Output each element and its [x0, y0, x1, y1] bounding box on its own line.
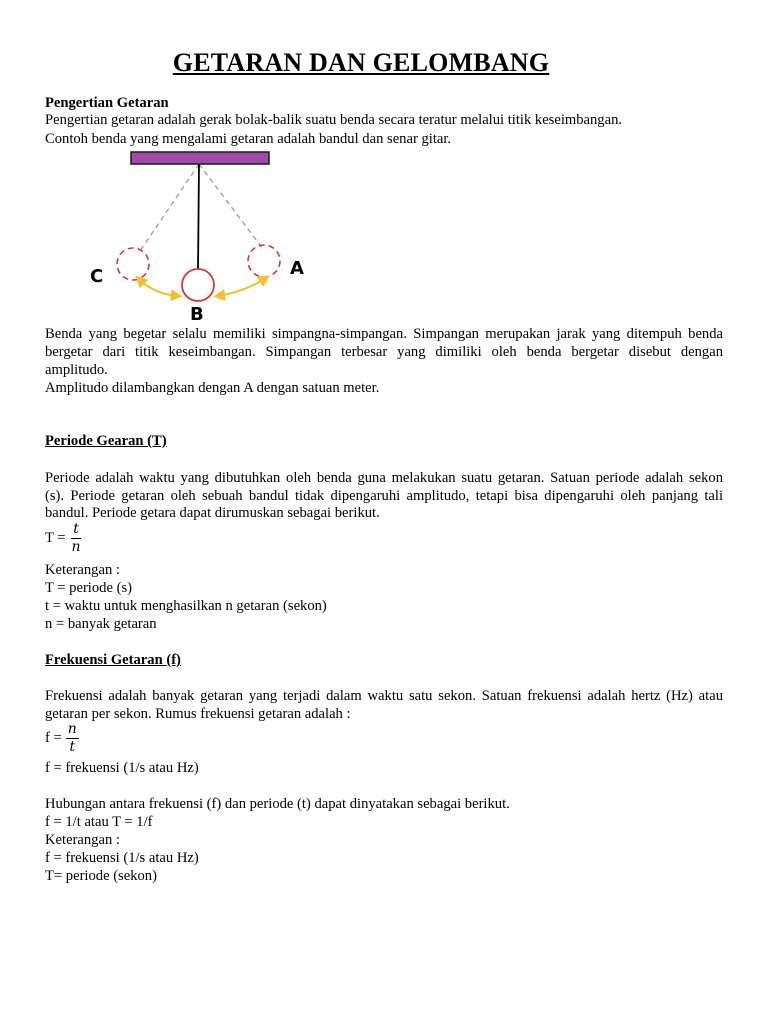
- frekuensi-formula-lhs: f =: [45, 730, 62, 746]
- frekuensi-para-line-2: getaran per sekon. Rumus frekuensi getaran adalah :: [45, 706, 351, 722]
- section-heading-periode: Periode Gearan (T): [45, 433, 167, 449]
- pendulum-support-beam: [131, 152, 269, 164]
- frekuensi-para-line-1: Frekuensi adalah banyak getaran yang terjadi dalam waktu satu sekon. Satuan frekuensi adalah hertz (Hz) atau: [45, 688, 723, 704]
- pendulum-bob-c: [117, 248, 149, 280]
- periode-para-line-1: Periode adalah waktu yang dibutuhkan oleh benda guna melakukan suatu getaran. Satuan periode adalah sekon: [45, 470, 723, 486]
- simpangan-para-line-3: amplitudo.: [45, 362, 108, 378]
- relation-intro: Hubungan antara frekuensi (f) dan periode (t) dapat dinyatakan sebagai berikut.: [45, 796, 510, 812]
- periode-note-1: T = periode (s): [45, 580, 132, 596]
- periode-formula-lhs: T =: [45, 530, 66, 546]
- frekuensi-note-2: T= periode (sekon): [45, 868, 157, 884]
- simpangan-para-line-2: bergetar dari titik keseimbangan. Simpangan terbesar yang dimiliki oleh benda bergetar disebut dengan: [45, 344, 723, 360]
- getaran-example: Contoh benda yang mengalami getaran adalah bandul dan senar gitar.: [45, 131, 452, 147]
- pendulum-string-b: [198, 164, 199, 271]
- periode-note-2: t = waktu untuk menghasilkan n getaran (sekon): [45, 598, 327, 614]
- section-heading-getaran: Pengertian Getaran: [45, 95, 169, 111]
- pendulum-diagram: [80, 148, 320, 328]
- section-heading-frekuensi: Frekuensi Getaran (f): [45, 652, 181, 668]
- periode-fraction-numerator: t: [73, 521, 79, 537]
- frekuensi-fraction: [66, 722, 79, 755]
- pendulum-string-c: [140, 164, 199, 251]
- frekuensi-unit-line: f = frekuensi (1/s atau Hz): [45, 760, 199, 776]
- label-c: C: [90, 266, 104, 287]
- frekuensi-fraction-numerator: n: [67, 721, 77, 737]
- periode-formula: [45, 522, 83, 555]
- simpangan-para-line-1: Benda yang begetar selalu memiliki simpangna-simpangan. Simpangan merupakan jarak yang ditempuh benda: [45, 326, 723, 342]
- periode-para-line-2: (s). Periode getaran oleh sebuah bandul tidak dipengaruhi amplitudo, tetapi bisa dipengaruhi oleh panjang tali: [45, 488, 723, 504]
- label-a: A: [290, 258, 304, 279]
- periode-note-3: n = banyak getaran: [45, 616, 157, 632]
- amplitude-definition: Amplitudo dilambangkan dengan A dengan satuan meter.: [45, 380, 380, 396]
- frekuensi-note-1: f = frekuensi (1/s atau Hz): [45, 850, 199, 866]
- periode-keterangan: Keterangan :: [45, 562, 120, 578]
- frekuensi-keterangan: Keterangan :: [45, 832, 120, 848]
- relation-formula: f = 1/t atau T = 1/f: [45, 814, 153, 830]
- pendulum-bob-a: [248, 245, 280, 277]
- pendulum-bob-b: [182, 269, 214, 301]
- frekuensi-formula: [45, 722, 79, 755]
- document-title: GETARAN DAN GELOMBANG: [172, 48, 550, 77]
- pendulum-string-a: [199, 164, 263, 249]
- label-b: B: [190, 304, 204, 325]
- swing-arrow-left: [139, 279, 178, 296]
- periode-fraction: [70, 522, 83, 555]
- frekuensi-fraction-denominator: t: [69, 739, 76, 755]
- swing-arrow-right: [218, 278, 266, 296]
- periode-para-line-3: bandul. Periode getara dapat dirumuskan sebagai berikut.: [45, 505, 380, 521]
- periode-fraction-denominator: n: [71, 539, 81, 555]
- getaran-definition: Pengertian getaran adalah gerak bolak-balik suatu benda secara teratur melalui titik keseimbangan.: [45, 112, 623, 128]
